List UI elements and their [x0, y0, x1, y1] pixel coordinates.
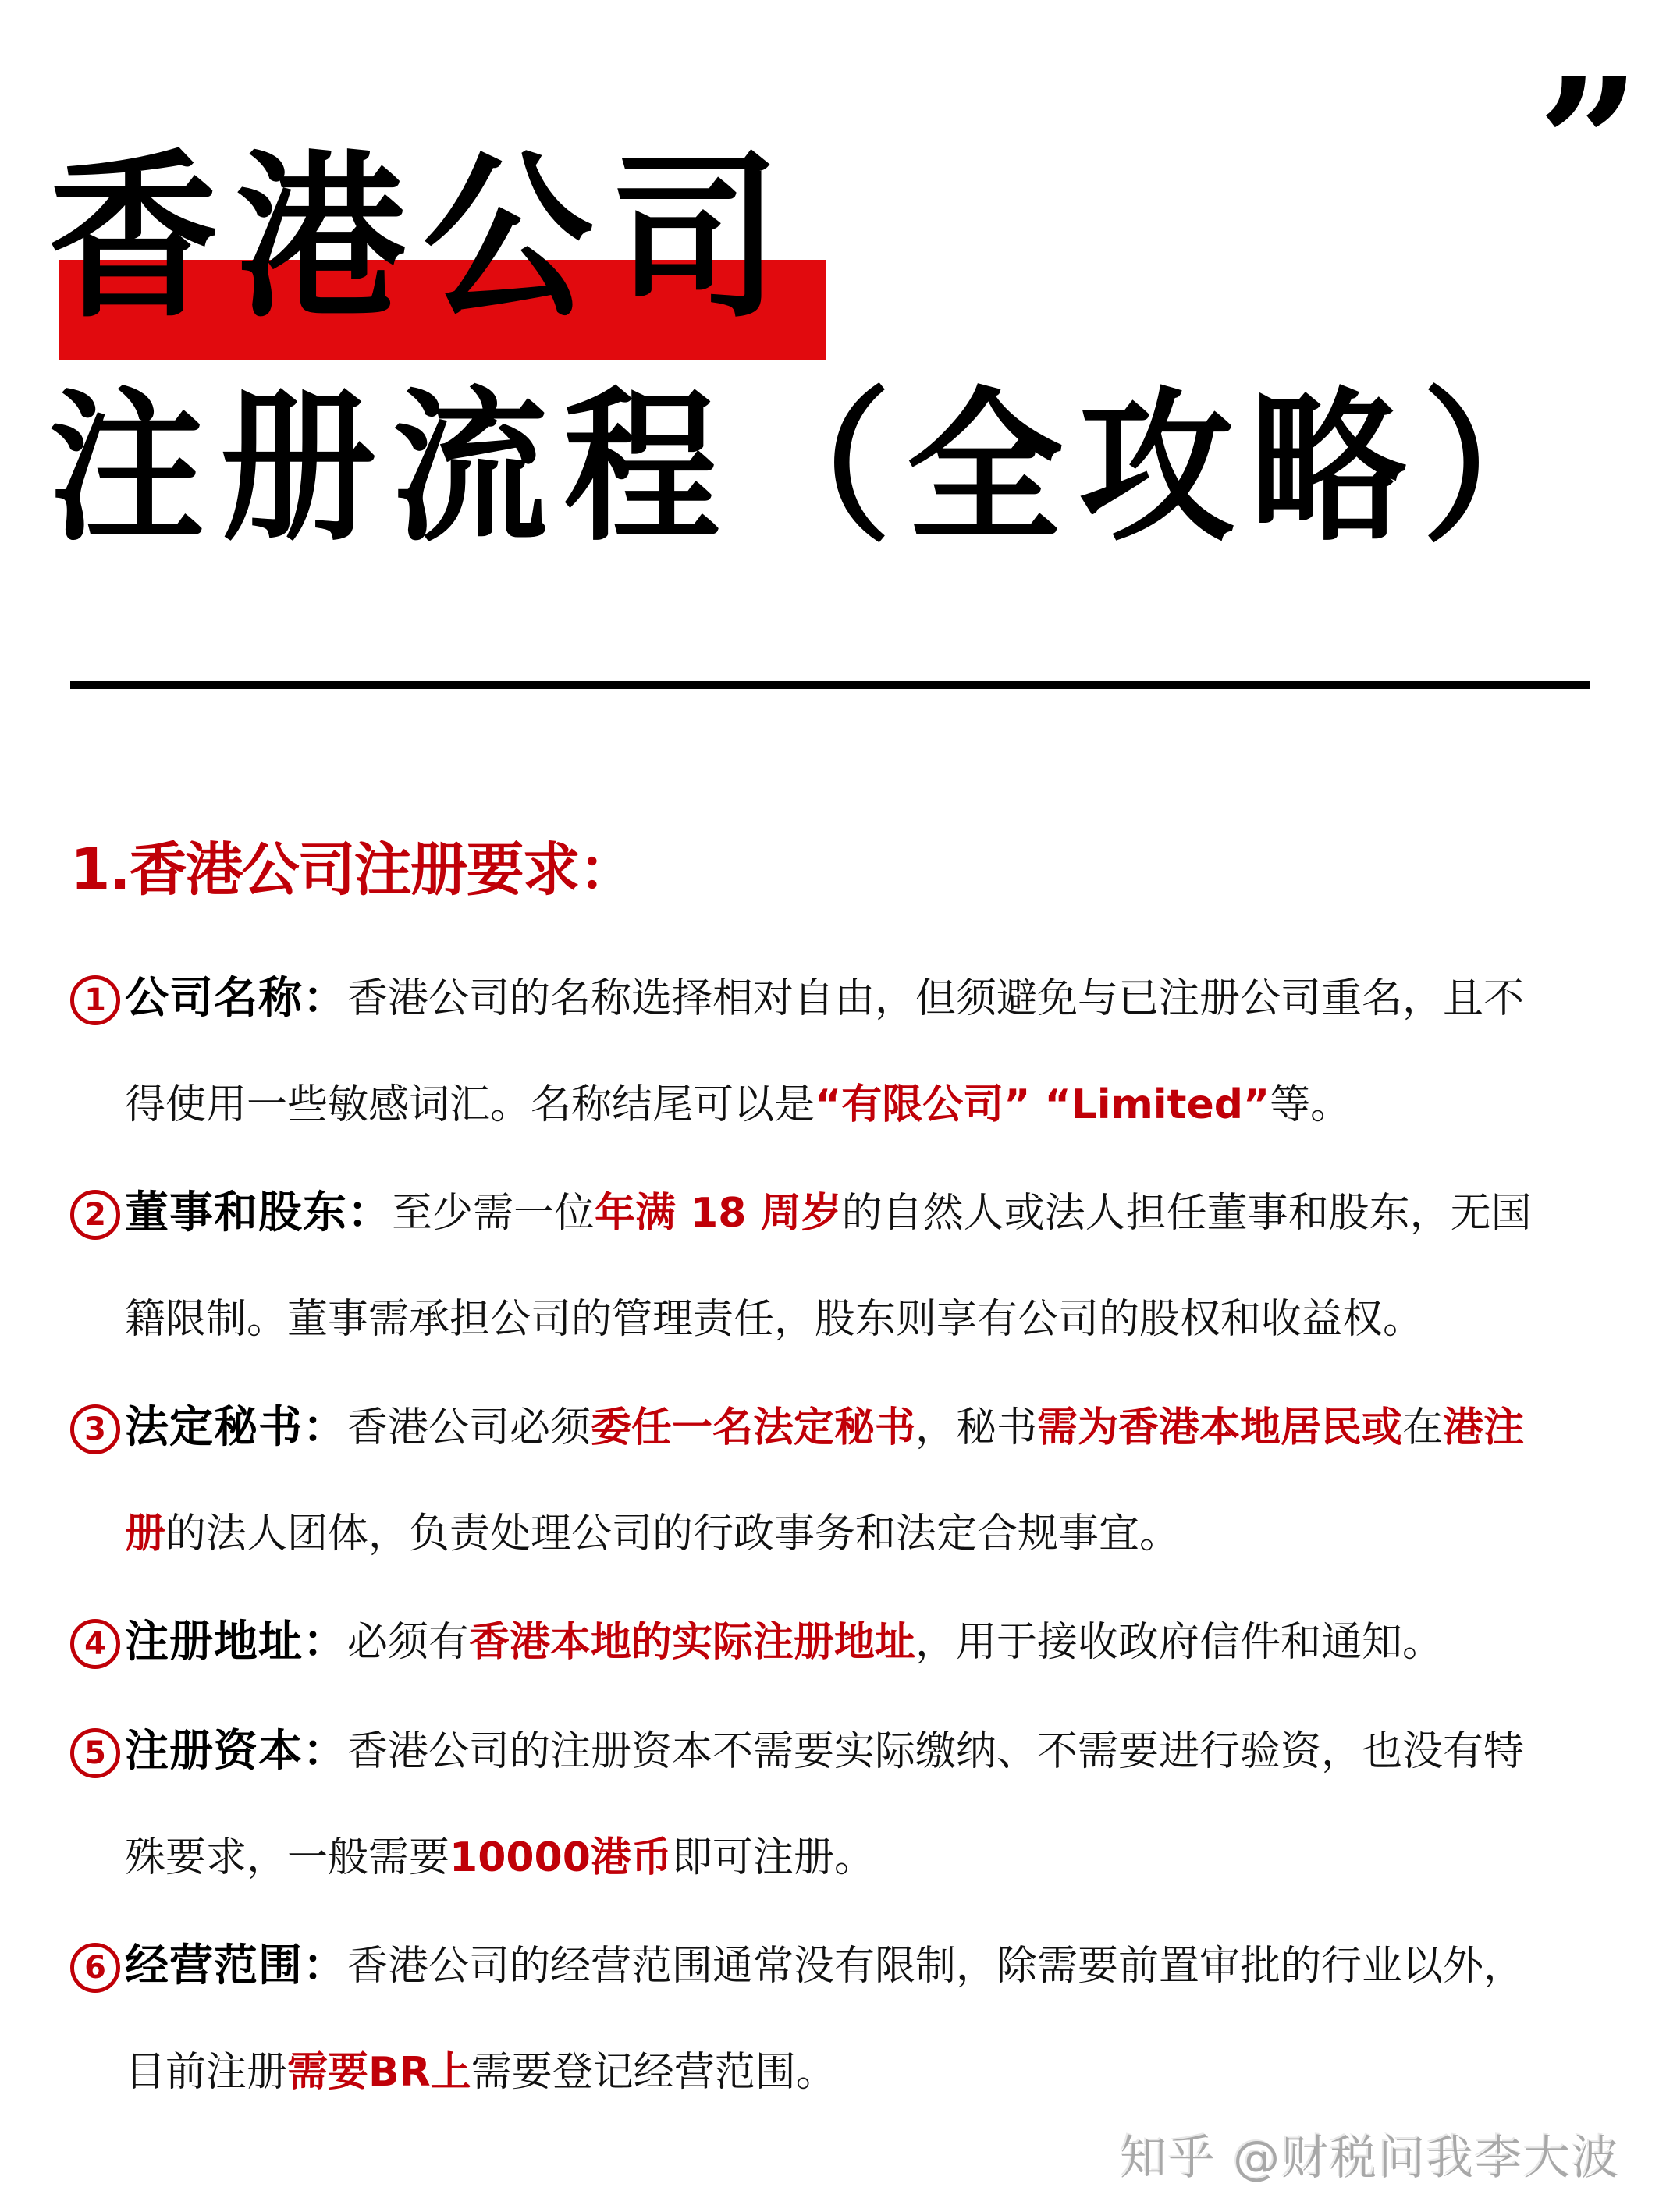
item-text: 香港公司必须	[347, 1404, 591, 1451]
title-divider	[70, 681, 1590, 689]
circled-number-6-icon: 6	[70, 1943, 120, 1993]
item-highlight: 需要BR上	[287, 2049, 471, 2096]
item-label: 注册资本：	[125, 1726, 347, 1777]
item-highlight: 香港本地的实际注册地址	[469, 1619, 916, 1666]
item-text: ，秘书	[915, 1404, 1038, 1451]
item-highlight: 需为香港本地居民或	[1037, 1404, 1403, 1451]
item-text: 等。	[1270, 1081, 1352, 1128]
item-text: 需要登记经营范围。	[471, 2049, 837, 2096]
item-text: 在	[1402, 1404, 1444, 1451]
item-line	[70, 1611, 1631, 1717]
item-text: ，用于接收政府信件和通知。	[915, 1619, 1444, 1666]
item-text: 香港公司的经营范围通常没有限制，除需要前置审批的行业以外，	[347, 1943, 1525, 1990]
item-line	[70, 1503, 1631, 1609]
item-text: 香港公司的名称选择相对自由，但须避免与已注册公司重名，且不	[347, 975, 1525, 1022]
item-highlight: 10000港币	[449, 1834, 672, 1881]
page-title-line-2: 注册流程（全攻略）	[48, 371, 1594, 564]
section-heading: 1.香港公司注册要求：	[70, 836, 635, 904]
requirement-item-registered-capital	[70, 1720, 1631, 1933]
circled-number-3-icon: 3	[70, 1404, 120, 1454]
item-line	[70, 1827, 1631, 1933]
item-text: 即可注册。	[671, 1834, 875, 1881]
item-line	[70, 1074, 1631, 1180]
item-text: 殊要求，一般需要	[125, 1834, 450, 1881]
item-label: 法定秘书：	[125, 1402, 347, 1453]
item-line	[70, 1397, 1631, 1503]
item-line	[70, 1182, 1631, 1288]
item-highlight: 年满 18 周岁	[595, 1190, 842, 1237]
circled-number-5-icon: 5	[70, 1728, 120, 1778]
closing-quote-icon: ”	[1537, 39, 1630, 250]
requirement-item-company-name	[70, 968, 1631, 1180]
circled-number-4-icon: 4	[70, 1619, 120, 1669]
item-text: 的自然人或法人担任董事和股东，无国	[841, 1190, 1532, 1237]
requirement-item-business-scope	[70, 1935, 1631, 2147]
watermark: 知乎 @财税问我李大波	[1120, 2131, 1621, 2185]
item-highlight: “有限公司” “Limited”	[815, 1081, 1270, 1128]
circled-number-1-icon: 1	[70, 975, 120, 1025]
item-text: 得使用一些敏感词汇。名称结尾可以是	[125, 1081, 815, 1128]
item-text: 籍限制。董事需承担公司的管理责任，股东则享有公司的股权和收益权。	[125, 1296, 1424, 1343]
item-text: 至少需一位	[392, 1190, 595, 1237]
item-text: 必须有	[347, 1619, 470, 1666]
item-label: 经营范围：	[125, 1940, 347, 1991]
item-highlight: 委任一名法定秘书	[591, 1404, 916, 1451]
item-label: 董事和股东：	[125, 1188, 392, 1238]
item-line	[70, 968, 1631, 1074]
item-highlight: 港注	[1443, 1404, 1525, 1451]
item-highlight: 册	[125, 1511, 166, 1557]
item-label: 注册地址：	[125, 1617, 347, 1667]
page-title-line-1: 香港公司	[48, 133, 798, 343]
item-text: 香港公司的注册资本不需要实际缴纳、不需要进行验资，也没有特	[347, 1728, 1525, 1775]
requirement-item-company-secretary	[70, 1397, 1631, 1609]
circled-number-2-icon: 2	[70, 1190, 120, 1240]
item-line	[70, 1935, 1631, 2041]
item-text: 的法人团体，负责处理公司的行政事务和法定合规事宜。	[165, 1511, 1181, 1557]
requirement-item-directors-shareholders	[70, 1182, 1631, 1394]
item-label: 公司名称：	[125, 973, 347, 1024]
item-line	[70, 1720, 1631, 1827]
item-line	[70, 1288, 1631, 1394]
item-text: 目前注册	[125, 2049, 288, 2096]
requirement-item-registered-address	[70, 1611, 1631, 1717]
